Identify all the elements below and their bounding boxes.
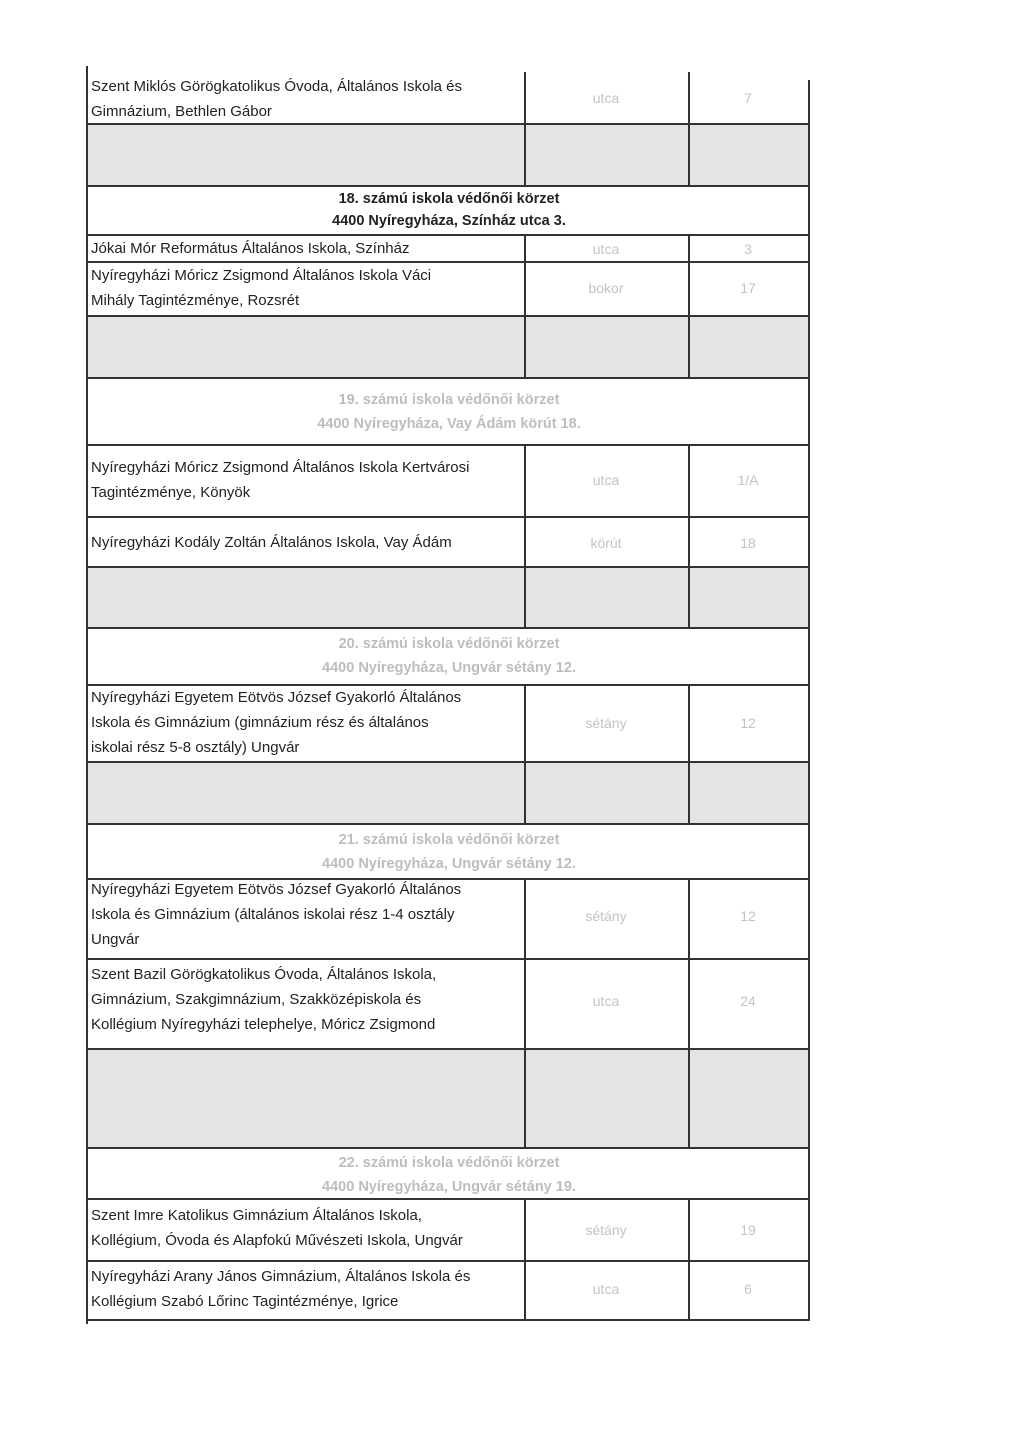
district-address: 4400 Nyíregyháza, Ungvár sétány 19. — [322, 1179, 576, 1195]
school-name-line: Kollégium Szabó Lőrinc Tagintézménye, Igrice — [91, 1293, 399, 1310]
street-type: sétány — [585, 1222, 627, 1238]
district-title: 18. számú iskola védőnői körzet — [338, 191, 560, 207]
table-border — [86, 1319, 810, 1321]
school-name-cell — [91, 236, 521, 261]
house-number: 12 — [740, 715, 756, 731]
district-title: 22. számú iskola védőnői körzet — [338, 1155, 560, 1171]
house-number: 24 — [740, 993, 756, 1009]
house-number: 3 — [744, 241, 752, 257]
school-name-cell — [91, 455, 523, 505]
table-border — [86, 444, 810, 446]
table-border — [688, 236, 690, 378]
table-border — [86, 516, 810, 518]
house-number: 19 — [740, 1222, 756, 1238]
street-type: utca — [592, 90, 620, 106]
shaded-row — [88, 762, 808, 824]
school-name-line: iskolai rész 5-8 osztály) Ungvár — [91, 739, 300, 756]
school-name-line: Szent Imre Katolikus Gimnázium Általános Iskola, — [91, 1207, 422, 1224]
school-name-cell — [91, 685, 521, 760]
district-address: 4400 Nyíregyháza, Színház utca 3. — [332, 213, 566, 229]
school-name-line: Jókai Mór Református Általános Iskola, Színház — [91, 240, 410, 257]
shaded-row — [88, 567, 808, 628]
street-type: sétány — [585, 908, 627, 924]
school-name-line: Nyíregyházi Móricz Zsigmond Általános Iskola Váci — [91, 267, 432, 284]
table-border — [86, 185, 810, 187]
street-type: körút — [590, 535, 622, 551]
table-border — [86, 1260, 810, 1262]
street-type: bokor — [588, 280, 624, 296]
house-number: 12 — [740, 908, 756, 924]
table-border — [86, 377, 810, 379]
district-title: 20. számú iskola védőnői körzet — [338, 636, 560, 652]
school-name-line: Gimnázium, Szakgimnázium, Szakközépiskola és — [91, 991, 422, 1008]
district-title: 19. számú iskola védőnői körzet — [338, 392, 560, 408]
table-border — [86, 66, 88, 1324]
school-name-line: Gimnázium, Bethlen Gábor — [91, 103, 272, 120]
table-border — [86, 627, 810, 629]
school-name-line: Kollégium, Óvoda és Alapfokú Művészeti Iskola, Ungvár — [91, 1232, 463, 1249]
house-number: 7 — [744, 90, 752, 106]
school-name-line: Nyíregyházi Arany János Gimnázium, Általános Iskola és — [91, 1268, 471, 1285]
house-number: 1/A — [737, 472, 759, 488]
table-border — [524, 686, 526, 824]
school-name-line: Szent Bazil Görögkatolikus Óvoda, Általános Iskola, — [91, 966, 437, 983]
school-name-line: Nyíregyházi Egyetem Eötvös József Gyakorló Általános — [91, 881, 462, 898]
table-border — [524, 880, 526, 1148]
school-name-cell — [91, 1264, 521, 1314]
table-border — [86, 566, 810, 568]
school-name-cell — [91, 530, 521, 555]
school-name-line: Kollégium Nyíregyházi telephelye, Móricz Zsigmond — [91, 1016, 436, 1033]
shaded-row — [88, 316, 808, 378]
district-address: 4400 Nyíregyháza, Vay Ádám körút 18. — [317, 416, 581, 432]
table-border — [524, 446, 526, 628]
table-border — [808, 80, 810, 1320]
house-number: 17 — [740, 280, 756, 296]
house-number: 18 — [740, 535, 756, 551]
school-name-line: Szent Miklós Görögkatolikus Óvoda, Általános Iskola és — [91, 78, 463, 95]
school-name-cell — [91, 74, 521, 124]
street-type: utca — [592, 993, 620, 1009]
school-name-cell — [91, 962, 521, 1037]
school-name-line: Iskola és Gimnázium (általános iskolai rész 1-4 osztály — [91, 906, 455, 923]
school-name-cell — [91, 263, 521, 313]
school-name-line: Mihály Tagintézménye, Rozsrét — [91, 292, 300, 309]
table-border — [86, 958, 810, 960]
table-border — [86, 1198, 810, 1200]
school-name-line: Nyíregyházi Egyetem Eötvös József Gyakorló Általános — [91, 689, 462, 706]
school-name-line: Ungvár — [91, 931, 140, 948]
table-border — [86, 761, 810, 763]
table-border — [86, 1048, 810, 1050]
school-name-cell — [91, 1203, 521, 1253]
table-border — [86, 823, 810, 825]
district-address: 4400 Nyíregyháza, Ungvár sétány 12. — [322, 856, 576, 872]
table-border — [524, 72, 526, 186]
street-type: utca — [592, 241, 620, 257]
district-title: 21. számú iskola védőnői körzet — [338, 832, 560, 848]
table-border — [86, 1147, 810, 1149]
street-type: utca — [592, 1281, 620, 1297]
table-border — [524, 236, 526, 378]
school-name-line: Tagintézménye, Könyök — [91, 484, 251, 501]
district-address: 4400 Nyíregyháza, Ungvár sétány 12. — [322, 660, 576, 676]
house-number: 6 — [744, 1281, 752, 1297]
school-name-line: Iskola és Gimnázium (gimnázium rész és általános — [91, 714, 429, 731]
shaded-row — [88, 1050, 808, 1148]
school-name-line: Nyíregyházi Kodály Zoltán Általános Iskola, Vay Ádám — [91, 534, 452, 551]
street-type: sétány — [585, 715, 627, 731]
table-border — [86, 315, 810, 317]
school-name-cell — [91, 877, 521, 952]
shaded-row — [88, 124, 808, 186]
street-type: utca — [592, 472, 620, 488]
table-border — [688, 686, 690, 824]
school-name-line: Nyíregyházi Móricz Zsigmond Általános Iskola Kertvárosi — [91, 459, 470, 476]
